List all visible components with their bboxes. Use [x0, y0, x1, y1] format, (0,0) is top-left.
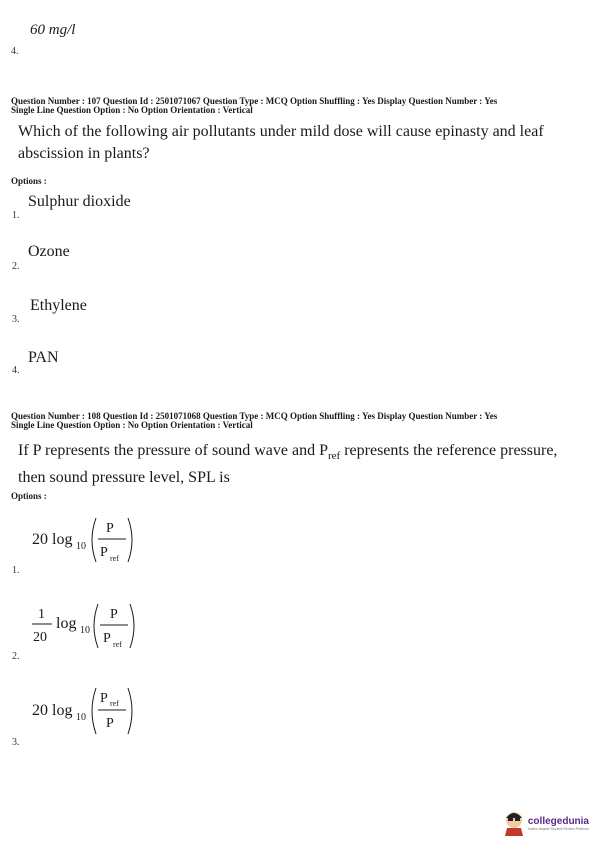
- q107-question-text: Which of the following air pollutants under mild dose will cause epinasty and leaf abscission in plants?: [18, 123, 544, 162]
- formula-coef-numerator: 1: [38, 607, 45, 622]
- formula-coefficient: 20: [32, 702, 48, 719]
- formula-coefficient: 20: [32, 531, 48, 548]
- q108-text-after: represents the reference pressure, then sound pressure level, SPL is: [18, 442, 558, 487]
- q108-meta-line2: Single Line Question Option : No Option Orientation : Vertical: [11, 420, 253, 430]
- formula-numerator: P: [110, 607, 118, 622]
- q108-option-1-number: 1.: [12, 565, 20, 576]
- q108-text-sub: ref: [328, 450, 341, 463]
- q107-meta-line2: Single Line Question Option : No Option Orientation : Vertical: [11, 105, 253, 115]
- right-paren: [130, 604, 134, 648]
- q108-option-1-formula[interactable]: [30, 512, 145, 568]
- q108-text-before: If P represents the pressure of sound wave and P: [18, 442, 328, 459]
- collegedunia-logo: [503, 810, 589, 836]
- mascot-icon: [503, 810, 525, 836]
- formula-denominator: P: [106, 716, 114, 731]
- formula-log-base: 10: [76, 712, 86, 723]
- q108-option-2-formula[interactable]: [30, 600, 145, 656]
- left-paren: [92, 518, 96, 562]
- formula-denominator: P: [100, 545, 108, 560]
- logo-tagline: India's largest Student Review Platform: [527, 826, 589, 831]
- q107-meta-line1: Question Number : 107 Question Id : 2501071067 Question Type : MCQ Option Shuffling : Yes Display Question Number : Yes: [11, 96, 498, 106]
- q107-option-4-number: 4.: [12, 365, 20, 376]
- formula-log-base: 10: [76, 541, 86, 552]
- q107-option-1-number: 1.: [12, 210, 20, 221]
- q107-option-2-text[interactable]: Ozone: [28, 243, 70, 260]
- q107-option-3-number: 3.: [12, 314, 20, 325]
- formula-denominator-sub: ref: [113, 640, 122, 649]
- q108-option-2-number: 2.: [12, 651, 20, 662]
- formula-log-base: 10: [80, 625, 90, 636]
- q108-meta-line1: Question Number : 108 Question Id : 2501071068 Question Type : MCQ Option Shuffling : Yes Display Question Number : Yes: [11, 411, 498, 421]
- q107-options-label: Options :: [11, 176, 47, 186]
- q107-option-3-text[interactable]: Ethylene: [30, 297, 87, 314]
- formula-numerator: P: [106, 521, 114, 536]
- formula-numerator-sub: ref: [110, 699, 119, 708]
- q108-option-3-formula[interactable]: [30, 684, 145, 740]
- formula-denominator-sub: ref: [110, 554, 119, 563]
- right-paren: [128, 688, 132, 734]
- logo-text-block: [528, 816, 589, 831]
- formula-log: log: [56, 615, 77, 632]
- previous-option-text: 60 mg/l: [30, 22, 76, 38]
- formula-log: log: [52, 531, 73, 548]
- previous-option-number: 4.: [11, 46, 19, 57]
- q107-option-4-text[interactable]: PAN: [28, 349, 59, 366]
- q107-option-2-number: 2.: [12, 261, 20, 272]
- formula-coef-denominator: 20: [33, 630, 47, 645]
- logo-name: collegedunia: [527, 815, 589, 827]
- formula-log: log: [52, 702, 73, 719]
- formula-numerator: P: [100, 691, 108, 706]
- q108-options-label: Options :: [11, 491, 47, 501]
- q108-question-text: [18, 440, 583, 489]
- left-paren: [92, 688, 96, 734]
- right-paren: [128, 518, 132, 562]
- left-paren: [94, 604, 98, 648]
- formula-denominator: P: [103, 631, 111, 646]
- q108-option-3-number: 3.: [12, 737, 20, 748]
- q107-option-1-text[interactable]: Sulphur dioxide: [28, 193, 131, 210]
